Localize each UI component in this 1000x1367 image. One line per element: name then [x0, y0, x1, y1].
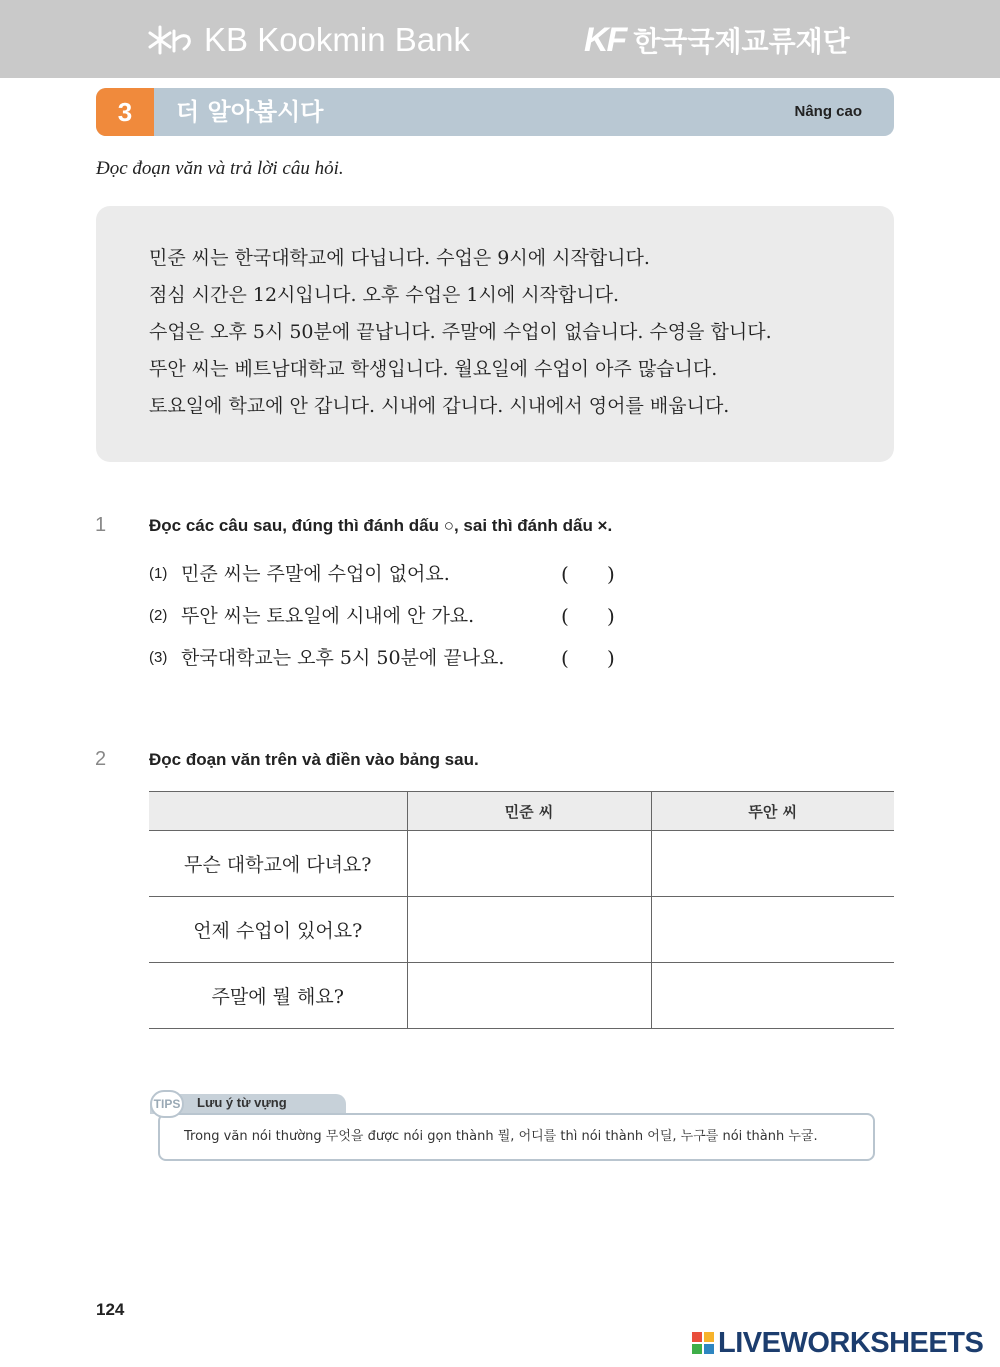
section-title: 더 알아봅시다 [176, 98, 324, 126]
section-header [96, 88, 894, 136]
row-question: 무슨 대학교에 다녀요? [149, 831, 407, 897]
column-header: 민준 씨 [407, 792, 651, 831]
table-row [149, 897, 894, 963]
liveworksheets-logo[interactable] [692, 1326, 983, 1360]
answer-blank[interactable]: ( ) [561, 562, 615, 586]
liveworksheets-text: LIVEWORKSHEETS [718, 1326, 984, 1359]
answer-cell[interactable] [651, 831, 894, 897]
question-1-text: Đọc các câu sau, đúng thì đánh dấu ○, sai thì đánh dấu ×. [149, 516, 613, 535]
section-level: Nâng cao [794, 103, 862, 120]
item-statement: 한국대학교는 오후 5시 50분에 끝나요. [181, 647, 505, 669]
instruction-text: Đọc đoạn văn và trả lời câu hỏi. [96, 158, 344, 179]
liveworksheets-icon [692, 1332, 714, 1354]
passage-line: 민준 씨는 한국대학교에 다닙니다. 수업은 9시에 시작합니다. [149, 247, 650, 269]
reading-passage [96, 206, 894, 462]
kb-star-icon [148, 23, 194, 57]
answer-table [149, 791, 894, 1029]
kf-mark: KF [584, 20, 626, 59]
tf-item-1 [149, 559, 649, 589]
item-number: (2) [149, 607, 168, 624]
passage-line: 뚜안 씨는 베트남대학교 학생입니다. 월요일에 수업이 아주 많습니다. [149, 358, 718, 380]
tf-item-2 [149, 601, 649, 631]
passage-line: 토요일에 학교에 안 갑니다. 시내에 갑니다. 시내에서 영어를 배웁니다. [149, 395, 730, 417]
column-header [149, 792, 407, 831]
section-number: 3 [96, 88, 154, 136]
answer-blank[interactable]: ( ) [561, 646, 615, 670]
table-header-row [149, 792, 894, 831]
question-1-number: 1 [95, 514, 107, 536]
row-question: 언제 수업이 있어요? [149, 897, 407, 963]
answer-cell[interactable] [407, 831, 651, 897]
kf-name: 한국국제교류재단 [633, 25, 850, 58]
table-row [149, 831, 894, 897]
tips-badge: TIPS [150, 1090, 184, 1118]
row-question: 주말에 뭘 해요? [149, 963, 407, 1029]
answer-cell[interactable] [407, 897, 651, 963]
kb-logo-text: KB Kookmin Bank [204, 21, 470, 58]
tf-item-3 [149, 643, 649, 673]
answer-blank[interactable]: ( ) [561, 604, 615, 628]
kf-logo [584, 18, 850, 62]
table-row [149, 963, 894, 1029]
item-statement: 뚜안 씨는 토요일에 시내에 안 가요. [181, 605, 475, 627]
tips-text: Trong văn nói thường 무엇을 được nói gọn thành 뭘, 어디를 thì nói thành 어딜, 누구를 nói thành 누굴. [184, 1129, 818, 1144]
item-number: (1) [149, 565, 168, 582]
tips-title: Lưu ý từ vựng [197, 1095, 287, 1110]
kb-logo [148, 18, 470, 62]
page-number: 124 [96, 1300, 125, 1319]
answer-cell[interactable] [407, 963, 651, 1029]
question-2-number: 2 [95, 748, 107, 770]
column-header: 뚜안 씨 [651, 792, 894, 831]
passage-line: 점심 시간은 12시입니다. 오후 수업은 1시에 시작합니다. [149, 284, 620, 306]
answer-cell[interactable] [651, 897, 894, 963]
header-bar [0, 0, 1000, 78]
item-number: (3) [149, 649, 168, 666]
question-2-text: Đọc đoạn văn trên và điền vào bảng sau. [149, 750, 479, 769]
passage-line: 수업은 오후 5시 50분에 끝납니다. 주말에 수업이 없습니다. 수영을 합니다. [149, 321, 772, 343]
tips-box [158, 1113, 875, 1161]
item-statement: 민준 씨는 주말에 수업이 없어요. [181, 563, 450, 585]
answer-cell[interactable] [651, 963, 894, 1029]
